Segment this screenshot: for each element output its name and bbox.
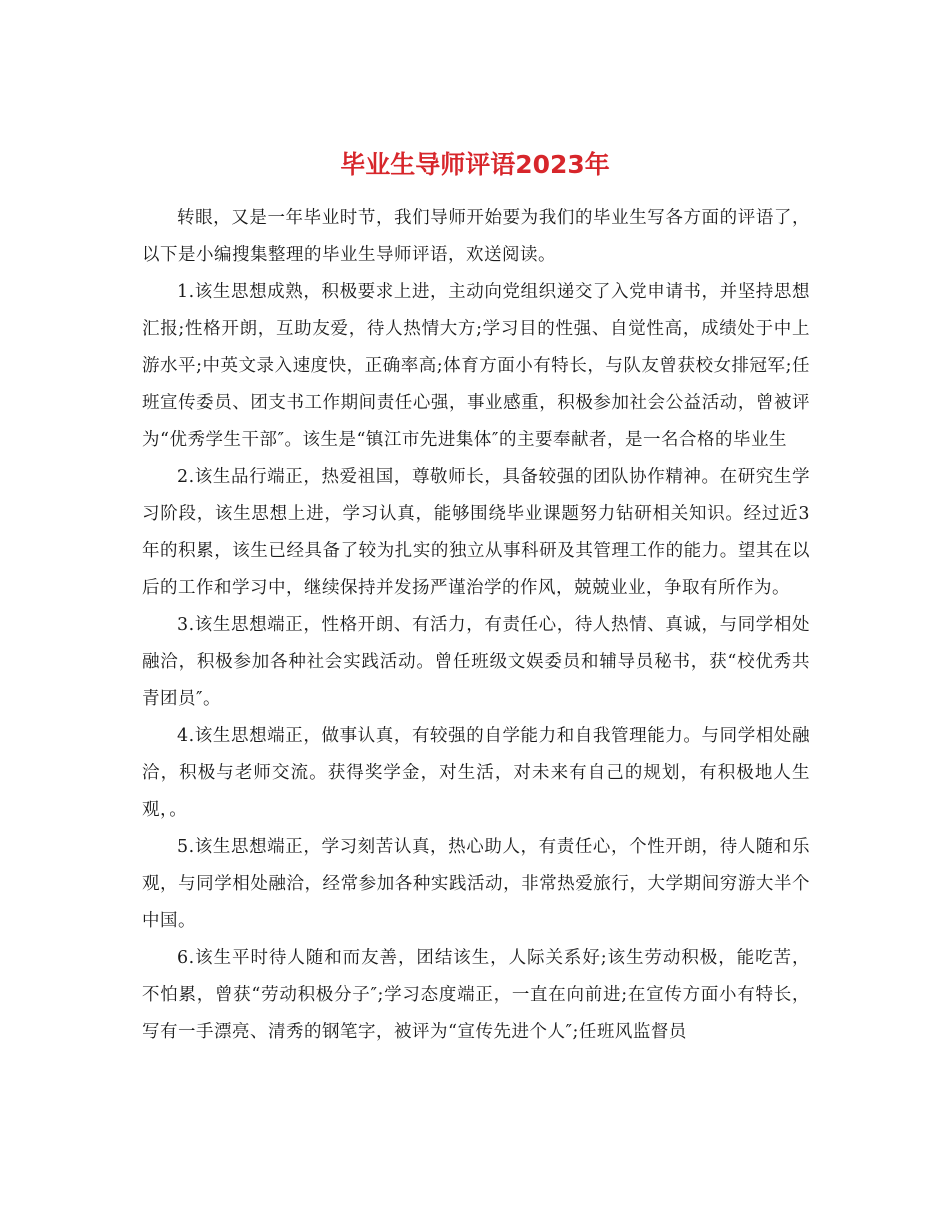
paragraph-comment-1: 1.该生思想成熟，积极要求上进，主动向党组织递交了入党申请书，并坚持思想汇报;性格开朗，互助友爱，待人热情大方;学习目的性强、自觉性高，成绩处于中上游水平;中英文录入速度快，正确率高;体育方面小有特长，与队友曾获校女排冠军;任班宣传委员、团支书工作期间责任心强，事业感重，积极参加社会公益活动，曾被评为“优秀学生干部″。该生是“镇江市先进集体″的主要奉献者，是一名合格的毕业生 bbox=[142, 282, 810, 450]
paragraph-comment-2: 2.该生品行端正，热爱祖国，尊敬师长，具备较强的团队协作精神。在研究生学习阶段，该生思想上进，学习认真，能够围绕毕业课题努力钻研相关知识。经过近3年的积累，该生已经具备了较为扎实的独立从事科研及其管理工作的能力。望其在以后的工作和学习中，继续保持并发扬严谨治学的作风，兢兢业业，争取有所作为。 bbox=[142, 467, 810, 598]
page-title: 毕业生导师评语2023年 bbox=[340, 149, 610, 179]
paragraph-intro: 转眼，又是一年毕业时节，我们导师开始要为我们的毕业生写各方面的评语了，以下是小编搜集整理的毕业生导师评语，欢送阅读。 bbox=[142, 208, 810, 265]
paragraph-comment-5: 5.该生思想端正，学习刻苦认真，热心助人，有责任心，个性开朗，待人随和乐观，与同学相处融洽，经常参加各种实践活动，非常热爱旅行，大学期间穷游大半个中国。 bbox=[142, 837, 810, 931]
paragraph-comment-3: 3.该生思想端正，性格开朗、有活力，有责任心，待人热情、真诚，与同学相处融洽，积极参加各种社会实践活动。曾任班级文娱委员和辅导员秘书，获“校优秀共青团员″。 bbox=[142, 615, 810, 709]
document-body bbox=[142, 200, 810, 1051]
paragraph-comment-4: 4.该生思想端正，做事认真，有较强的自学能力和自我管理能力。与同学相处融洽，积极与老师交流。获得奖学金，对生活，对未来有自己的规划，有积极地人生观，。 bbox=[142, 726, 810, 820]
paragraph-comment-6: 6.该生平时待人随和而友善，团结该生，人际关系好;该生劳动积极，能吃苦，不怕累，曾获“劳动积极分子″;学习态度端正，一直在向前进;在宣传方面小有特长，写有一手漂亮、清秀的钢笔字，被评为“宣传先进个人″;任班风监督员 bbox=[142, 948, 810, 1042]
